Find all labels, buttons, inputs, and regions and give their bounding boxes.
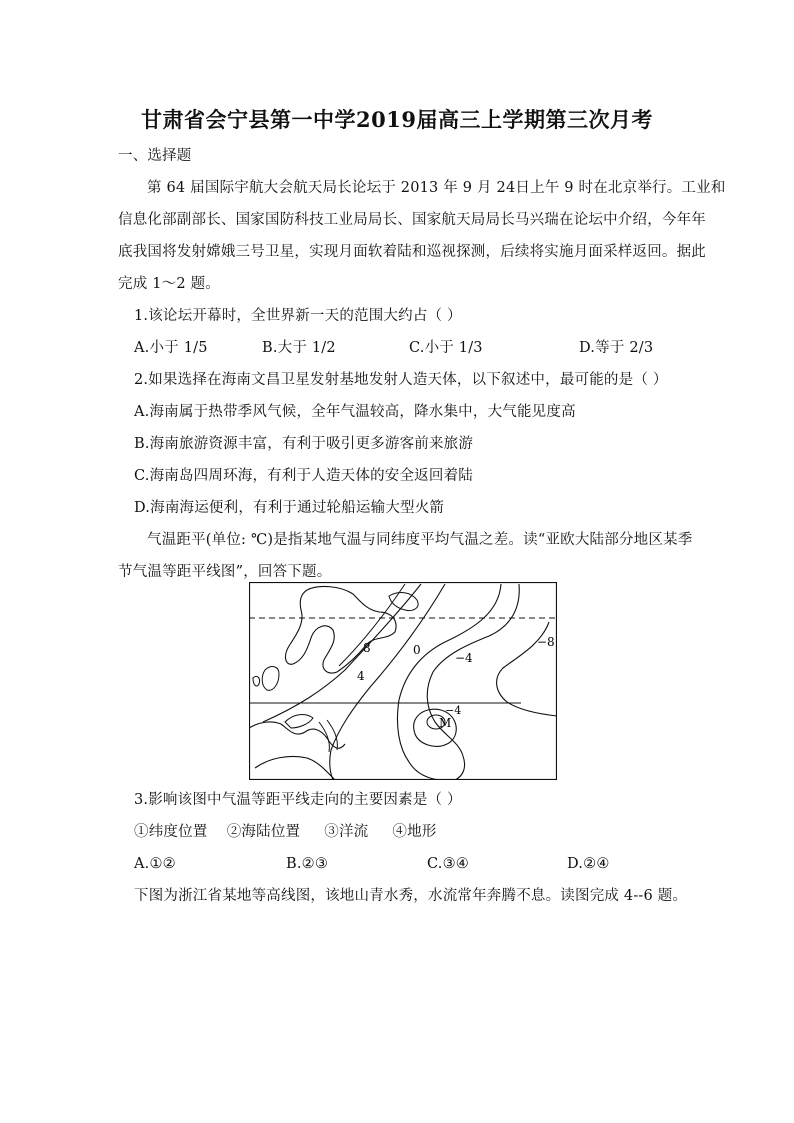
question-3-stem: 3.影响该图中气温等距平线走向的主要因素是（ ） xyxy=(134,792,462,808)
page-title: 甘肃省会宁县第一中学2019届高三上学期第三次月考 xyxy=(141,107,653,132)
isoline-label: 8 xyxy=(363,641,371,655)
isoline-label: −4 xyxy=(455,651,473,665)
question-1-option-a: A.小于 1/5 xyxy=(134,340,208,356)
intro-line: 完成 1～2 题。 xyxy=(118,276,220,292)
region-m-label: M xyxy=(439,716,452,730)
isoline-label: 4 xyxy=(357,669,365,683)
isoline-label: −8 xyxy=(537,635,555,649)
isotherm-anomaly-map xyxy=(249,582,557,780)
intro-line: 第 64 届国际宇航大会航天局长论坛于 2013 年 9 月 24日上午 9 时在北京举行。工业和 xyxy=(147,180,726,196)
question-3-factors: ①纬度位置 ②海陆位置 ③洋流 ④地形 xyxy=(134,824,437,840)
question-2-option-b: B.海南旅游资源丰富，有利于吸引更多游客前来旅游 xyxy=(134,436,474,452)
intro2-line: 气温距平(单位: ℃)是指某地气温与同纬度平均气温之差。读“亚欧大陆部分地区某季 xyxy=(147,532,693,548)
question-3-option-a: A.①② xyxy=(134,856,176,872)
isoline-label: −4 xyxy=(445,704,462,717)
question-2-option-d: D.海南海运便利，有利于通过轮船运输大型火箭 xyxy=(134,500,445,516)
intro3-line: 下图为浙江省某地等高线图，该地山青水秀，水流常年奔腾不息。读图完成 4--6 题。 xyxy=(134,888,688,904)
question-1-option-d: D.等于 2/3 xyxy=(579,340,654,356)
question-1-option-b: B.大于 1/2 xyxy=(262,340,336,356)
question-3-option-b: B.②③ xyxy=(286,856,329,872)
intro-line: 底我国将发射嫦娥三号卫星，实现月面软着陆和巡视探测，后续将实施月面采样返回。据此 xyxy=(118,244,706,260)
intro-line: 信息化部副部长、国家国防科技工业局局长、国家航天局局长马兴瑞在论坛中介绍，今年年 xyxy=(118,212,706,228)
question-3-option-d: D.②④ xyxy=(567,856,610,872)
question-3-option-c: C.③④ xyxy=(427,856,469,872)
question-1-option-c: C.小于 1/3 xyxy=(409,340,483,356)
section-heading: 一、选择题 xyxy=(118,148,192,164)
question-2-option-c: C.海南岛四周环海，有利于人造天体的安全返回着陆 xyxy=(134,468,473,484)
question-2-stem: 2.如果选择在海南文昌卫星发射基地发射人造天体，以下叙述中，最可能的是（ ） xyxy=(134,372,668,388)
isoline-label: 0 xyxy=(413,643,421,657)
question-1-stem: 1.该论坛开幕时，全世界新一天的范围大约占（ ） xyxy=(134,308,462,324)
intro2-line: 节气温等距平线图”，回答下题。 xyxy=(118,564,332,580)
question-2-option-a: A.海南属于热带季风气候，全年气温较高，降水集中，大气能见度高 xyxy=(134,404,576,420)
